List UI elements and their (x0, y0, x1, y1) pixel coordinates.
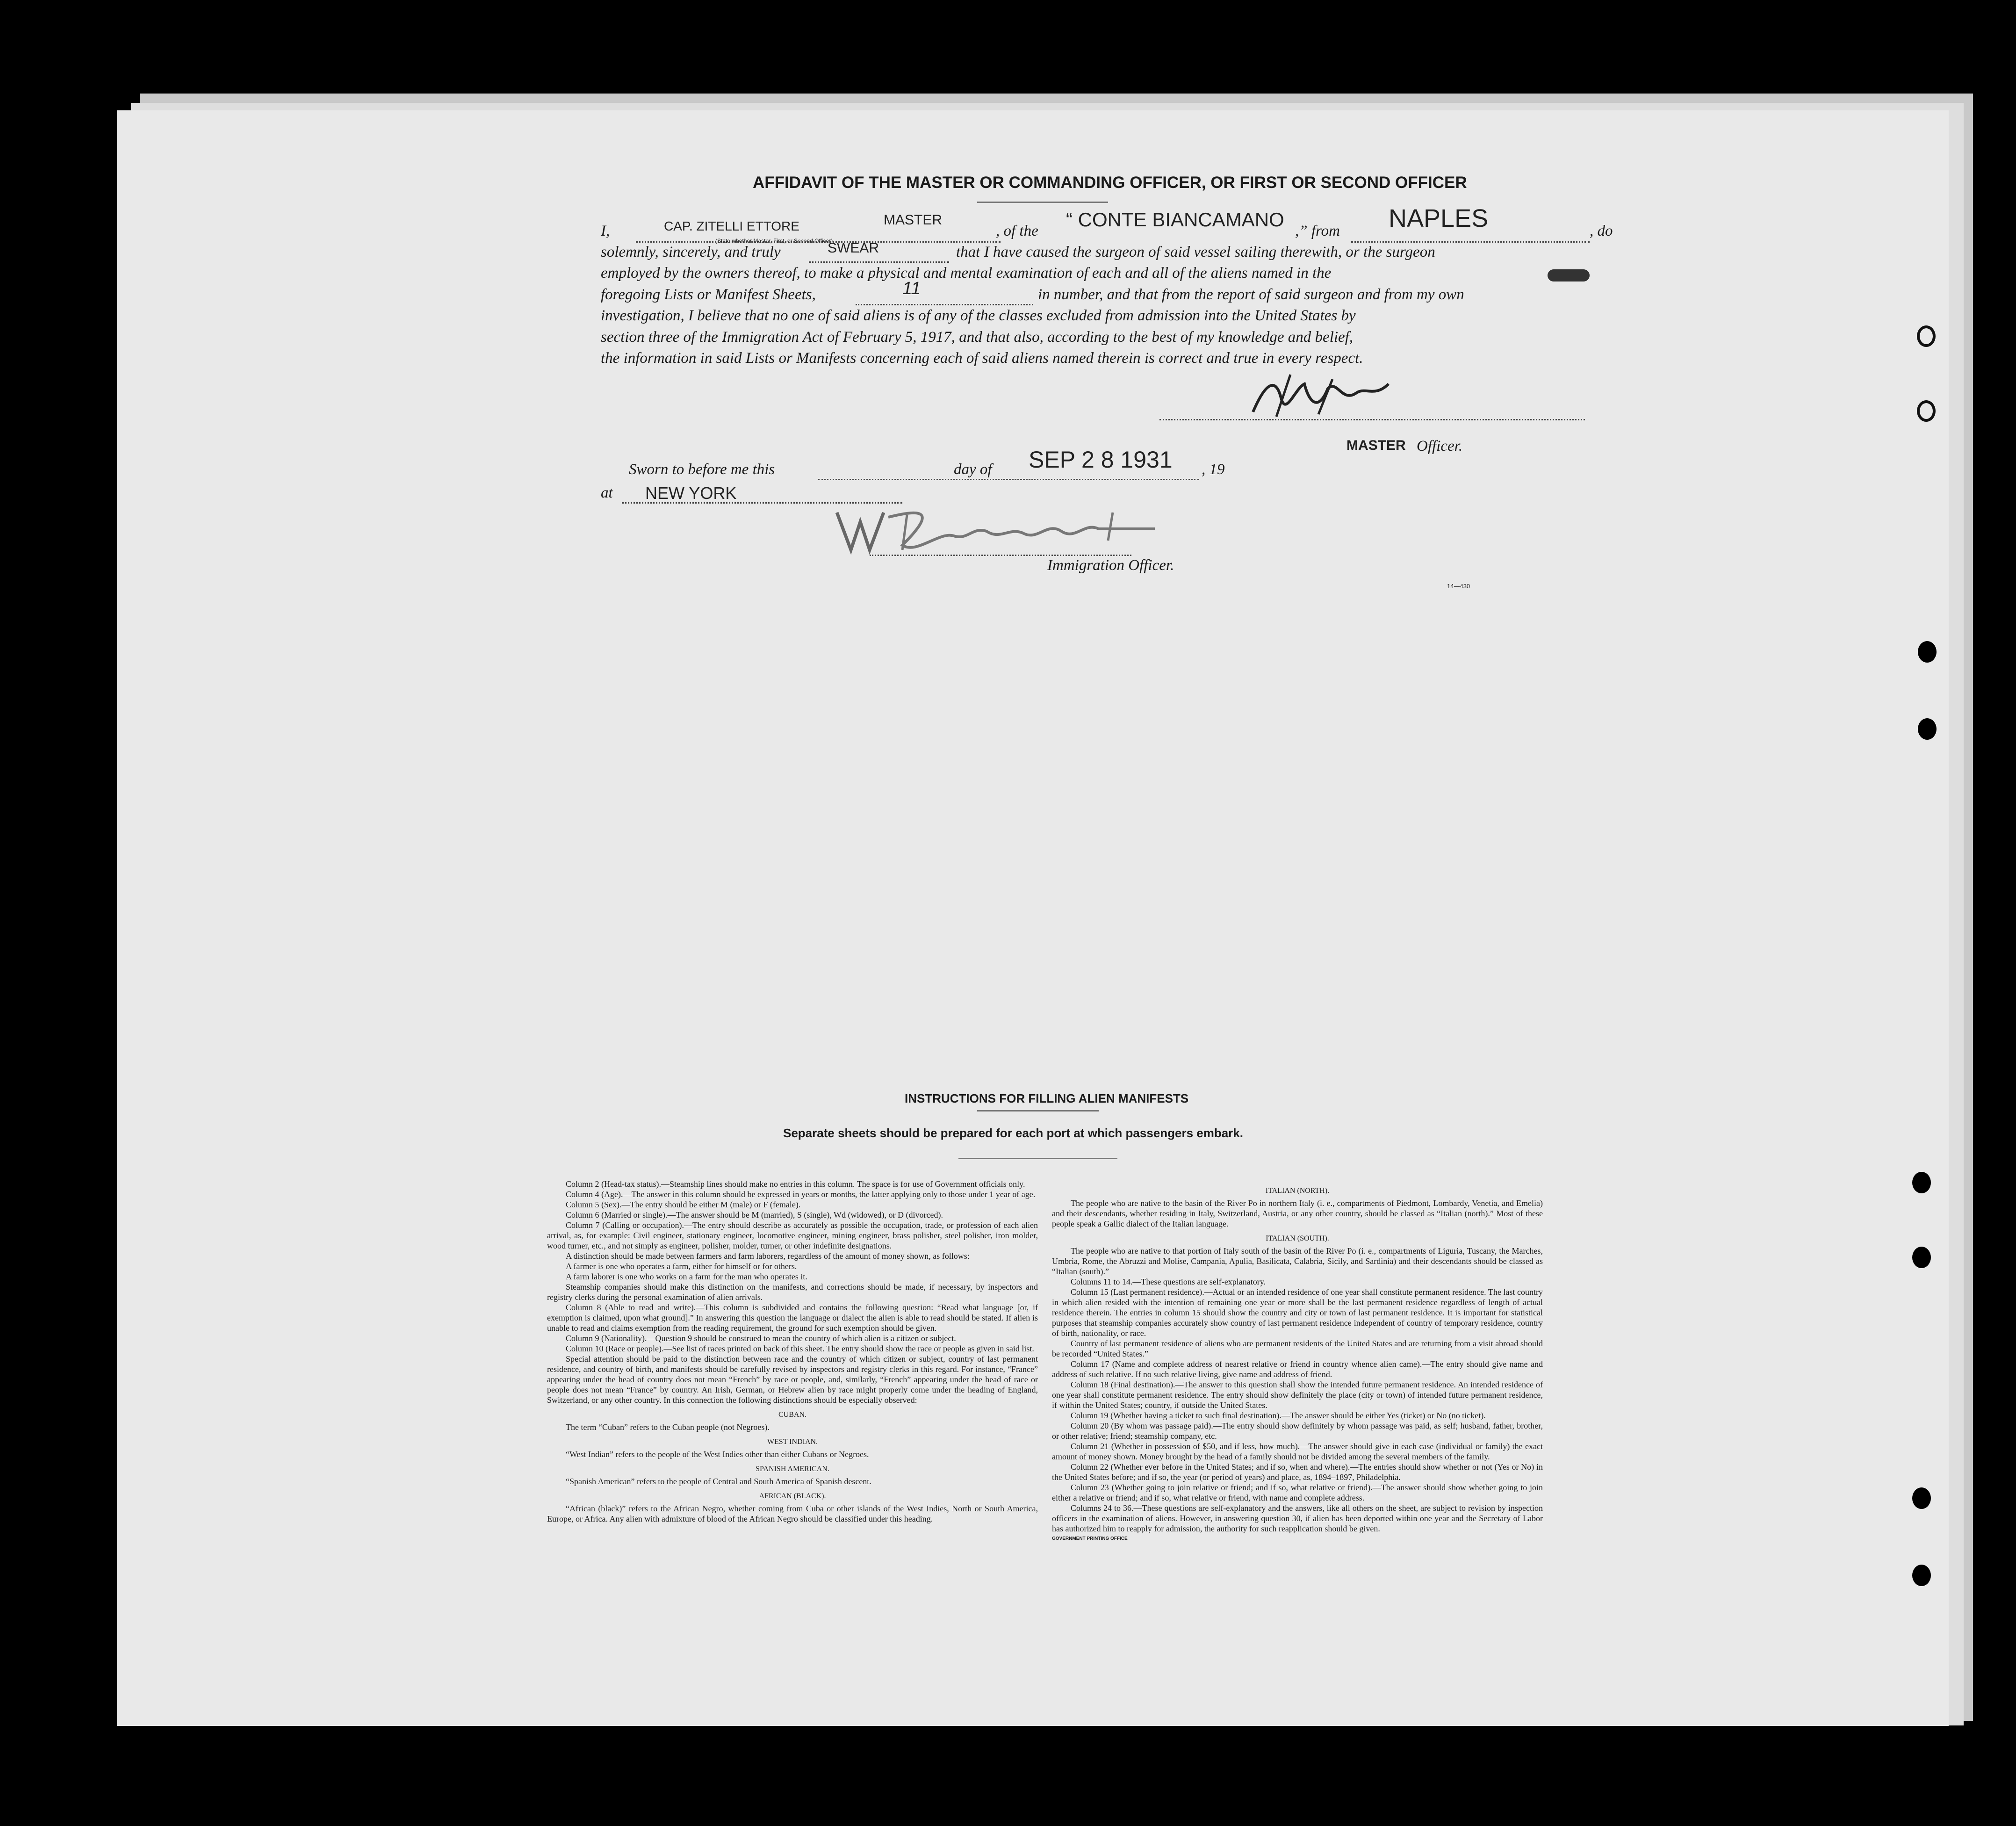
clip-mark (1548, 269, 1590, 281)
italian-south-text: The people who are native to that portion of Italy south of the basin of the River Po (i. e., compartments of Liguria, Tuscany, the Marches, Umbria, Rome, the Abruzzi and Molise, Campania, Apulia, Basilicata, Calabria, Sicily, and Sardinia) and their descendants should be classed as “Italian (south).” (1052, 1246, 1543, 1276)
instr-col-8: Column 8 (Able to read and write).—This column is subdivided and contains the following question: “Read what language [or, if exemption is claimed, upon what ground].” In answering this question the language or dialect the alien is able to read should be stated. If alien is unable to read and claims exemption from the reading requirement, the ground for such exemption should be given. (547, 1303, 1038, 1333)
instr-col-9: Column 9 (Nationality).—Question 9 should be construed to mean the country of which alien is a citizen or subject. (566, 1334, 956, 1343)
year-prefix: , 19 (1202, 461, 1225, 478)
in-number-text: in number, and that from the report of said surgeon and from my own (1038, 286, 1464, 303)
instr-col-23: Column 23 (Whether going to join relative or friend; and if so, what relative or friend).—The answer should show whether going to join either a relative or friend; and if so, what relative or friend, with name and complete address. (1052, 1483, 1543, 1502)
instr-farmer: A farmer is one who operates a farm, either for himself or for others. (566, 1262, 797, 1271)
of-the-label: , of the (996, 223, 1038, 239)
italian-south-heading: ITALIAN (SOUTH). (1266, 1234, 1329, 1242)
instructions-left-column (547, 1179, 1038, 1524)
from-label: ,” from (1295, 223, 1340, 239)
instr-col-5: Column 5 (Sex).—The entry should be either M (male) or F (female). (566, 1200, 801, 1209)
african-heading: AFRICAN (BLACK). (759, 1492, 826, 1500)
instructions-title: INSTRUCTIONS FOR FILLING ALIEN MANIFESTS (905, 1091, 1189, 1105)
form-number: 14—430 (1447, 583, 1470, 590)
instr-col-21: Column 21 (Whether in possession of $50, and if less, how much).—The answer should give in each case (individual or family) the exact amount of money shown. Money brought by the head of a family should not be divided among the several members of the family. (1052, 1442, 1543, 1461)
instr-col-2: Column 2 (Head-tax status).—Steamship lines should make no entries in this column. The space is for use of Government officials only. (566, 1179, 1025, 1189)
instr-farmer-distinction: A distinction should be made between farmers and farm laborers, regardless of the amount of money shown, as follows: (566, 1251, 970, 1261)
manifest-sheets-text: foregoing Lists or Manifest Sheets, (601, 286, 816, 303)
state-note: (State whether Master, First, or Second Officer) (715, 238, 833, 244)
place-name: NEW YORK (645, 484, 737, 503)
punch-hole (1912, 1247, 1931, 1268)
sheet-count-rule (856, 304, 1033, 305)
instructions-subtitle: Separate sheets should be prepared for each port at which passengers embark. (783, 1126, 1243, 1140)
instr-race-distinction: Special attention should be paid to the distinction between race and the country of which citizen or subject, country of last permanent residence, and country of birth, and manifests should be carefully revised by inspectors and registry clerks in this regard. For instance, “France” appearing under the head of country does not mean “French” by race or people, and, similarly, “French” appearing under the head of race or people does not mean “France” by country. An Irish, German, or Hebrew alien by race might properly come under the heading of England, Switzerland, or any other country. In this connection the following distinctions should be especially observed: (547, 1354, 1038, 1405)
punch-hole (1917, 400, 1936, 422)
officer-title: MASTER (1346, 438, 1406, 453)
spanish-american-heading: SPANISH AMERICAN. (756, 1465, 829, 1473)
sworn-date: SEP 2 8 1931 (1029, 447, 1173, 473)
sheet-count: 11 (902, 279, 921, 298)
officer-name: CAP. ZITELLI ETTORE (664, 219, 799, 233)
oath-word: SWEAR (828, 240, 879, 256)
instr-col-15: Column 15 (Last permanent residence).—Actual or an intended residence of one year shall constitute permanent residence. The last country in which alien resided with the intention of remaining one year or more shall be the last permanent residence regardless of length of actual residence therein. The entries in column 15 should show the country and city or town of last permanent residence. It is important for statistical purposes that steamship companies accurately show country of last permanent residence independent of country of temporary residence, country of birth, nationality, or race. (1052, 1287, 1543, 1338)
punch-hole (1918, 718, 1937, 740)
instr-col-19: Column 19 (Whether having a ticket to such final destination).—The answer should be either Yes (ticket) or No (no ticket). (1071, 1411, 1486, 1420)
punch-hole (1917, 325, 1936, 347)
pronoun: I, (601, 223, 610, 239)
sworn-label: Sworn to before me this (629, 461, 775, 478)
spanish-american-text: “Spanish American” refers to the people of Central and South America of Spanish descent. (566, 1477, 871, 1486)
instr-col-20: Column 20 (By whom was passage paid).—The entry should show definitely by whom passage was paid, as self; husband, father, brother, or other relative; friend; steamship company, etc. (1052, 1421, 1543, 1441)
title-rule (977, 202, 1108, 203)
port-name: NAPLES (1389, 204, 1489, 232)
instr-col-17: Column 17 (Name and complete address of nearest relative or friend in country whence alien came).—The entry should give name and address of such relative. If no such relative living, give name and address of friend. (1052, 1359, 1543, 1379)
instr-col-7: Column 7 (Calling or occupation).—The entry should describe as accurately as possible the occupation, trade, or profession of each alien arrival, as, for example: Civil engineer, stationary engineer, locomotive engineer, mining engineer, brass polisher, steel polisher, iron molder, wood turner, etc., and not simply as engineer, polisher, molder, turner, or other indefinite designations. (547, 1220, 1038, 1250)
master-signature (1248, 370, 1398, 426)
instr-residence-us: Country of last permanent residence of aliens who are permanent residents of the United States and are returning from a visit abroad should be recorded “United States.” (1052, 1339, 1543, 1358)
african-text: “African (black)” refers to the African Negro, whether coming from Cuba or other islands of the West Indies, North or South America, Europe, or Africa. Any alien with admixture of blood of the African Negro should be classified under this heading. (547, 1504, 1038, 1523)
at-label: at (601, 484, 613, 501)
instructions-right-column (1052, 1181, 1543, 1544)
affidavit-line-6: section three of the Immigration Act of February 5, 1917, and that also, according to the best of my knowledge and belief, (601, 329, 1354, 346)
date-rule (1003, 479, 1199, 480)
instr-steamship-distinction: Steamship companies should make this distinction on the manifests, and corrections should be made, if necessary, by inspectors and registry clerks during the personal examination of alien arrivals. (547, 1282, 1038, 1302)
immigration-officer-label: Immigration Officer. (1047, 557, 1174, 574)
instructions-rule-top (977, 1110, 1099, 1111)
italian-north-text: The people who are native to the basin of the River Po in northern Italy (i. e., compartments of Piedmont, Lombardy, Venetia, and Emelia) and their descendants, whether residing in Italy, Switzerland, Austria, or any other country, should be classed as “Italian (north).” Most of these people speak a Gallic dialect of the Italian language. (1052, 1198, 1543, 1228)
surgeon-text: that I have caused the surgeon of said vessel sailing therewith, or the surgeon (956, 244, 1435, 260)
printer-credit: GOVERNMENT PRINTING OFFICE (1052, 1536, 1128, 1541)
west-indian-heading: WEST INDIAN. (767, 1438, 818, 1446)
instr-col-11-14: Columns 11 to 14.—These questions are self-explanatory. (1071, 1277, 1266, 1286)
instr-col-18: Column 18 (Final destination).—The answer to this question shall show the intended future permanent residence. An intended residence of one year shall constitute permanent residence. The entry should show definitely the place (city or town) of intended future permanent residence, if within the United States; country, if outside the United States. (1052, 1380, 1543, 1410)
instr-col-24-36: Columns 24 to 36.—These questions are self-explanatory and the answers, like all others on the sheet, are subject to revision by inspection officers in the examination of aliens. However, in answering question 30, if alien has been deported within one year and the Secretary of Labor has authorized him to reapply for admission, the authority for such reapplication should be given. (1052, 1503, 1543, 1533)
vessel-name: “ CONTE BIANCAMANO (1066, 209, 1284, 231)
instr-farm-laborer: A farm laborer is one who works on a farm for the man who operates it. (566, 1272, 807, 1281)
cuban-heading: CUBAN. (778, 1411, 806, 1419)
instr-col-10: Column 10 (Race or people).—See list of races printed on back of this sheet. The entry should show the race or people as given in said list. (566, 1344, 1034, 1353)
instructions-rule-bottom (958, 1158, 1117, 1159)
officer-rank: MASTER (884, 212, 943, 228)
punch-hole (1912, 1487, 1931, 1509)
instr-col-6: Column 6 (Married or single).—The answer should be M (married), S (single), Wd (widowed), or D (divorced). (566, 1210, 943, 1220)
affidavit-line-3: employed by the owners thereof, to make a physical and mental examination of each and all of the aliens named in the (601, 265, 1332, 281)
oath-rule (809, 261, 949, 263)
solemnly-text: solemnly, sincerely, and truly (601, 244, 781, 260)
officer-label: Officer. (1417, 438, 1463, 455)
cuban-text: The term “Cuban” refers to the Cuban people (not Negroes). (566, 1422, 770, 1432)
affidavit-title: AFFIDAVIT OF THE MASTER OR COMMANDING OFFICER, OR FIRST OR SECOND OFFICER (753, 173, 1467, 192)
punch-hole (1918, 641, 1937, 663)
punch-hole (1912, 1172, 1931, 1193)
west-indian-text: “West Indian” refers to the people of the West Indies other than either Cubans or Negroes. (566, 1450, 869, 1459)
immigration-officer-rule (870, 555, 1131, 556)
port-rule (1351, 241, 1590, 243)
document-page (117, 110, 1949, 1726)
affidavit-line-5: investigation, I believe that no one of said aliens is of any of the classes excluded from admission into the United States by (601, 307, 1356, 324)
day-of-label: day of (954, 461, 992, 478)
italian-north-heading: ITALIAN (NORTH). (1265, 1187, 1330, 1195)
affidavit-line-7: the information in said Lists or Manifests concerning each of said aliens named therein is correct and true in every respect. (601, 350, 1363, 367)
day-rule (818, 479, 1033, 480)
instr-col-4: Column 4 (Age).—The answer in this column should be expressed in years or months, the latter applying only to those under 1 year of age. (566, 1190, 1036, 1199)
do-label: , do (1590, 223, 1613, 239)
immigration-officer-signature (832, 503, 1169, 559)
punch-hole (1912, 1565, 1931, 1586)
signature-rule (1159, 419, 1585, 420)
instr-col-22: Column 22 (Whether ever before in the United States; and if so, when and where).—The entries should show whether or not (Yes or No) in the United States before; and if so, the year (or period of years) and place, as, 1894–1897, Philadelphia. (1052, 1462, 1543, 1482)
